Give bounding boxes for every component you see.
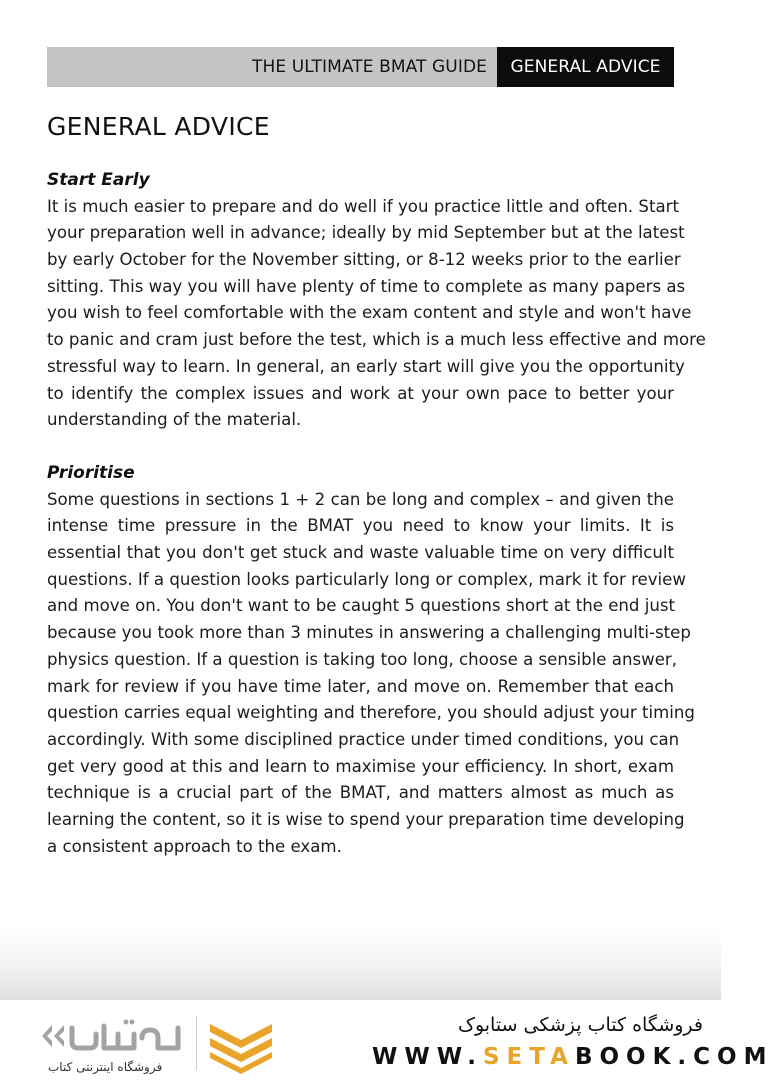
paragraph-line: physics question. If a question is taking too long, choose a sensible answer,: [47, 649, 678, 669]
logo-tagline: فروشگاه اینترنتی کتاب: [48, 1060, 163, 1074]
url-suffix: BOOK.COM: [574, 1044, 773, 1070]
paragraph-line: your preparation well in advance; ideally by mid September but at the latest: [47, 223, 685, 243]
page-title: GENERAL ADVICE: [47, 112, 270, 141]
book-title: THE ULTIMATE BMAT GUIDE: [47, 47, 497, 87]
paragraph-line: question carries equal weighting and therefore, you should adjust your timing: [47, 703, 695, 723]
logo-letterforms: [72, 1026, 178, 1048]
section-heading: Prioritise: [47, 463, 135, 483]
paragraph-line: learning the content, so it is wise to spend your preparation time developing: [47, 809, 685, 829]
paragraph-line: It is much easier to prepare and do well if you practice little and often. Start: [47, 196, 679, 216]
chevron-left-icon: [54, 1025, 64, 1047]
paragraph-line: intense time pressure in the BMAT you need to know your limits. It is: [47, 516, 674, 536]
section-prioritise: [47, 460, 695, 860]
paragraph-line: understanding of the material.: [47, 410, 302, 430]
section-start-early: [47, 167, 706, 434]
running-header: [47, 47, 674, 87]
setabook-logo[interactable]: [38, 1016, 184, 1056]
paragraph-line: essential that you don't get stuck and waste valuable time on very difficult: [47, 543, 674, 563]
paragraph-line: a consistent approach to the exam.: [47, 836, 342, 856]
paragraph-line: to identify the complex issues and work at your own pace to better your: [47, 383, 674, 403]
section-label: GENERAL ADVICE: [497, 47, 674, 87]
url-accent: SETA: [482, 1044, 575, 1070]
paragraph-line: sitting. This way you will have plenty of time to complete as many papers as: [47, 276, 686, 296]
paragraph-line: and move on. You don't want to be caught 5 questions short at the end just: [47, 596, 676, 616]
section-heading: Start Early: [47, 170, 150, 190]
book-stack-logo-icon: [206, 1014, 276, 1074]
store-url-link[interactable]: [372, 1044, 773, 1070]
store-footer: [0, 1000, 773, 1080]
paragraph-line: mark for review if you have time later, and move on. Remember that each: [47, 676, 674, 696]
logo-divider: [196, 1016, 197, 1070]
url-prefix: WWW.: [372, 1044, 483, 1070]
paragraph-line: stressful way to learn. In general, an early start will give you the opportunity: [47, 356, 685, 376]
paragraph-line: by early October for the November sitting, or 8-12 weeks prior to the earlier: [47, 250, 681, 270]
paragraph-line: questions. If a question looks particularly long or complex, mark it for review: [47, 569, 686, 589]
paragraph-line: Some questions in sections 1 + 2 can be long and complex – and given the: [47, 489, 674, 509]
paragraph-line: you wish to feel comfortable with the exam content and style and won't have: [47, 303, 692, 323]
paragraph-line: get very good at this and learn to maximise your efficiency. In short, exam: [47, 756, 674, 776]
store-name: فروشگاه کتاب پزشکی ستابوک: [457, 1014, 703, 1036]
paragraph-line: accordingly. With some disciplined practice under timed conditions, you can: [47, 729, 680, 749]
paragraph-line: technique is a crucial part of the BMAT, and matters almost as much as: [47, 783, 674, 803]
paragraph-line: because you took more than 3 minutes in answering a challenging multi-step: [47, 623, 691, 643]
paragraph-line: to panic and cram just before the test, which is a much less effective and more: [47, 330, 706, 350]
page-bottom-shadow: [0, 930, 721, 1000]
chevron-left-icon: [42, 1025, 52, 1047]
